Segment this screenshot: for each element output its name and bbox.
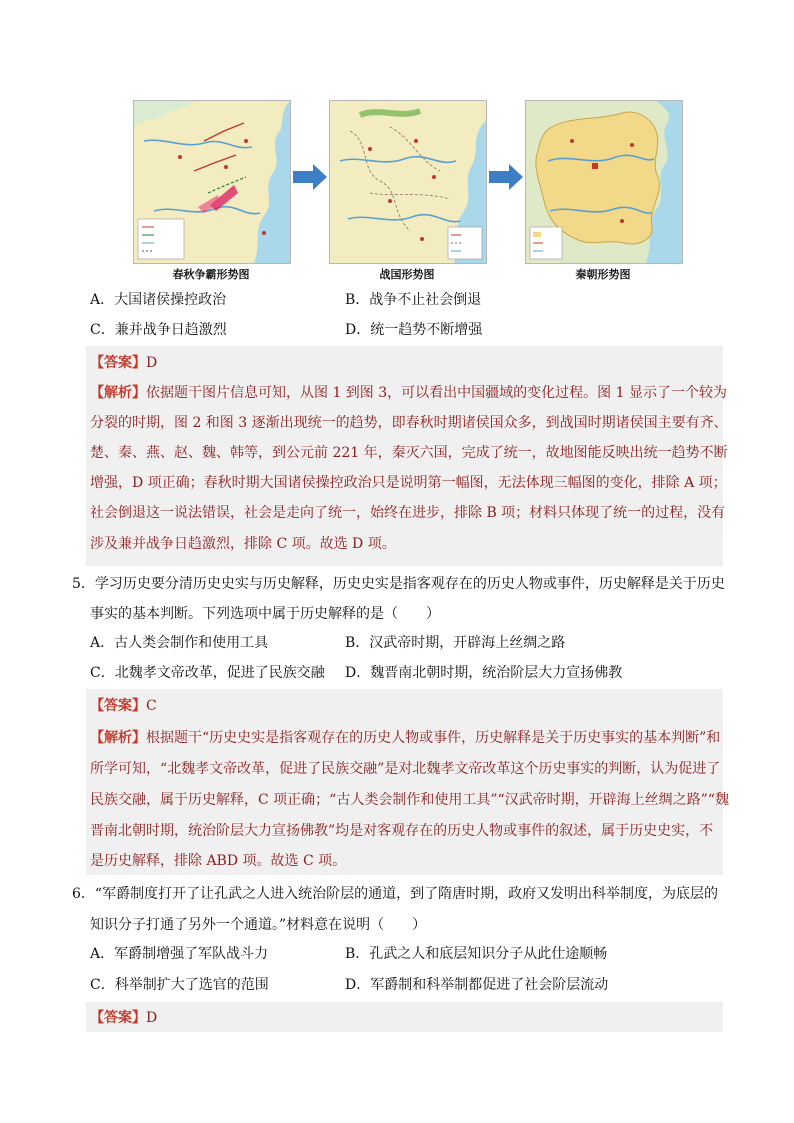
analysis-tag-q5: 【解析】 xyxy=(90,730,146,746)
q4-options-row-2 xyxy=(90,320,483,340)
map-spring-autumn-graphic xyxy=(134,101,290,263)
map-warring-states xyxy=(329,100,487,264)
q4-analysis-line-5: 社会倒退这一说法错误，社会是走向了统一，始终在进步，排除 B 项；材料只体现了统一的过程，没有 xyxy=(90,505,726,521)
map-strip xyxy=(133,100,685,282)
q5-analysis-line-3: 民族交融，属于历史解释，C 项正确；“古人类会制作和使用工具”“汉武帝时期，开辟海上丝绸之路”“魏 xyxy=(90,792,729,808)
q4-analysis-line-1: 【解析】依据题干图片信息可知，从图 1 到图 3，可以看出中国疆域的变化过程。图 1 显示了一个较为 xyxy=(90,385,727,401)
q6-option-d[interactable]: D．军爵制和科举制都促进了社会阶层流动 xyxy=(345,977,609,993)
q6-stem-line-1: 6．“军爵制度打开了让孔武之人进入统治阶层的通道，到了隋唐时期，政府又发明出科举制度，为底层的 xyxy=(72,886,719,902)
map-warring-states-graphic xyxy=(330,101,486,263)
q4-analysis-line-4: 增强，D 项正确；春秋时期大国诸侯操控政治只是说明第一幅图，无法体现三幅图的变化，排除 A 项； xyxy=(90,475,727,491)
q6-options-row-1 xyxy=(90,944,608,964)
map-caption-2: 战国形势图 xyxy=(379,268,435,281)
q5-answer: C xyxy=(146,698,157,714)
q4-analysis-line-2: 分裂的时期，图 2 和图 3 逐渐出现统一的趋势，即春秋时期诸侯国众多，到战国时期诸侯国主要有齐、 xyxy=(90,415,728,431)
right-arrow-icon xyxy=(293,164,327,190)
q5-analysis-line-1: 【解析】根据题干“历史史实是指客观存在的历史人物或事件，历史解释是关于历史事实的基本判断”和 xyxy=(90,730,721,746)
right-arrow-icon-2 xyxy=(489,164,523,190)
q4-answer-line xyxy=(90,352,720,372)
answer-tag-q5: 【答案】 xyxy=(90,698,146,714)
map-spring-autumn xyxy=(133,100,291,264)
q4-analysis-line-6: 涉及兼并战争日趋激烈，排除 C 项。故选 D 项。 xyxy=(90,536,396,552)
map-qin-dynasty-graphic xyxy=(526,101,682,263)
q4-option-d[interactable]: D．统一趋势不断增强 xyxy=(345,322,483,338)
q4-option-b[interactable]: B．战争不止社会倒退 xyxy=(345,292,482,308)
q6-answer-line xyxy=(90,1007,720,1027)
q5-option-b[interactable]: B．汉武帝时期，开辟海上丝绸之路 xyxy=(345,635,566,651)
q5-option-d[interactable]: D．魏晋南北朝时期，统治阶层大力宣扬佛教 xyxy=(345,665,623,681)
q6-option-b[interactable]: B．孔武之人和底层知识分子从此仕途顺畅 xyxy=(345,946,608,962)
map-caption-3: 秦朝形势图 xyxy=(575,268,631,281)
q5-options-row-2 xyxy=(90,663,623,683)
map-caption-1: 春秋争霸形势图 xyxy=(172,268,250,281)
q5-answer-line xyxy=(90,695,720,715)
q5-stem-line-2: 事实的基本判断。下列选项中属于历史解释的是（ ） xyxy=(90,606,440,622)
q4-answer: D xyxy=(146,355,158,371)
q6-answer: D xyxy=(146,1010,158,1026)
q5-options-row-1 xyxy=(90,633,566,653)
q5-analysis-line-2: 所学可知，“北魏孝文帝改革，促进了民族交融”是对北魏孝文帝改革这个历史事实的判断，认为促进了 xyxy=(90,761,721,777)
q4-option-a[interactable]: A．大国诸侯操控政治 xyxy=(90,292,227,308)
q6-option-c[interactable]: C．科举制扩大了选官的范围 xyxy=(90,977,269,993)
q5-answer-block xyxy=(86,689,729,875)
q5-option-c[interactable]: C．北魏孝文帝改革，促进了民族交融 xyxy=(90,665,325,681)
map-qin-dynasty xyxy=(525,100,683,264)
q5-analysis-line-4: 晋南北朝时期，统治阶层大力宣扬佛教”均是对客观存在的历史人物或事件的叙述，属于历史史实，不 xyxy=(90,823,714,839)
answer-tag-q6: 【答案】 xyxy=(90,1010,146,1026)
answer-tag: 【答案】 xyxy=(90,355,146,371)
q5-analysis-line-5: 是历史解释，排除 ABD 项。故选 C 项。 xyxy=(90,853,347,869)
q4-analysis-line-3: 楚、秦、燕、赵、魏、韩等，到公元前 221 年，秦灭六国，完成了统一，故地图能反映出统一趋势不断 xyxy=(90,445,728,461)
q4-options-row-1 xyxy=(90,290,482,310)
analysis-tag: 【解析】 xyxy=(90,385,146,401)
q6-option-a[interactable]: A．军爵制增强了军队战斗力 xyxy=(90,946,269,962)
q5-option-a[interactable]: A．古人类会制作和使用工具 xyxy=(90,635,269,651)
q5-stem-line-1: 5．学习历史要分清历史史实与历史解释，历史史实是指客观存在的历史人物或事件，历史解释是关于历史 xyxy=(72,576,725,592)
q6-options-row-2 xyxy=(90,975,609,995)
q6-stem-line-2: 知识分子打通了另外一个通道。”材料意在说明（ ） xyxy=(90,917,427,933)
q4-option-c[interactable]: C．兼并战争日趋激烈 xyxy=(90,322,227,338)
